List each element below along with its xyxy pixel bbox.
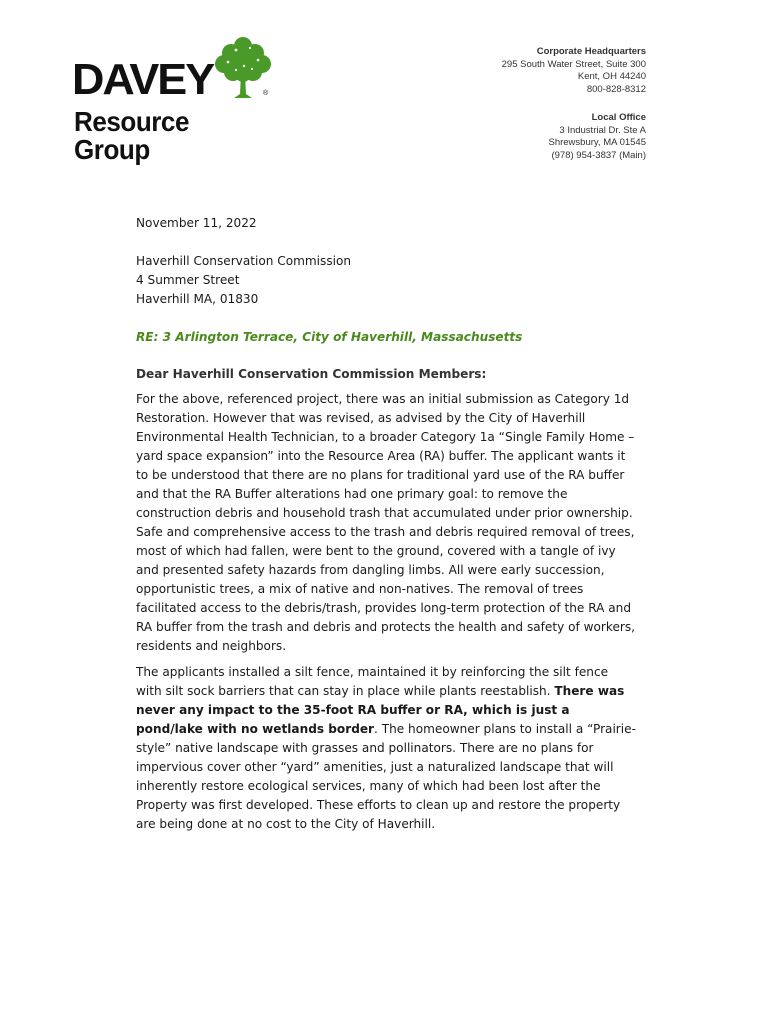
local-address <box>548 112 646 162</box>
paragraph-2-start: The applicants installed a silt fence, maintained it by reinforcing the silt fence with silt sock barriers that can stay in place while plants reestablish. <box>136 665 609 698</box>
paragraph-2 <box>136 663 636 834</box>
local-phone: (978) 954-3837 (Main) <box>551 149 646 161</box>
paragraph-2-emphasis: There was never any impact to the 35-foot RA buffer or RA, which is just a pond/lake with no wetlands border <box>136 684 625 736</box>
corporate-address <box>502 46 646 96</box>
local-street: 3 Industrial Dr. Ste A <box>559 124 646 136</box>
salutation: Dear Haverhill Conservation Commission Members: <box>136 367 487 381</box>
corporate-street: 295 South Water Street, Suite 300 <box>501 58 646 70</box>
recipient-name: Haverhill Conservation Commission <box>136 254 352 268</box>
recipient-city: Haverhill MA, 01830 <box>136 292 259 306</box>
logo-brand-text: DAVEY <box>72 55 214 104</box>
logo-subtitle: Resource Group <box>74 106 189 165</box>
local-city: Shrewsbury, MA 01545 <box>548 137 646 148</box>
corporate-heading: Corporate Headquarters <box>536 46 646 57</box>
subject-line: RE: 3 Arlington Terrace, City of Haverhill, Massachusetts <box>136 330 523 344</box>
recipient-street: 4 Summer Street <box>136 273 240 287</box>
letter-date: November 11, 2022 <box>136 216 257 230</box>
corporate-phone: 800-828-8312 <box>586 83 646 95</box>
letter-body <box>136 214 636 841</box>
local-heading: Local Office <box>591 112 646 123</box>
registered-mark: ® <box>263 90 269 97</box>
paragraph-1: For the above, referenced project, there was an initial submission as Category 1d Restoration. However that was revised, as advised by the City of Haverhill Environmental Health Technician, to a broader Category 1a “Single Family Home –yard space expansion” into the Resource Area (RA) buffer. The applicant wants it to be understood that there are no plans for traditional yard use of the RA buffer and that the RA Buffer alterations had one primary goal: to remove the construction debris and household trash that accumulated under prior ownership. Safe and comprehensive access to the trash and debris required removal of trees, most of which had fallen, were bent to the ground, covered with a tangle of ivy and presented safety hazards from dangling limbs. All were early succession, opportunistic trees, a mix of native and non-natives. The removal of trees facilitated access to the debris/trash, provides long-term protection of the RA and RA buffer from the trash and debris and protects the health and safety of workers, residents and neighbors. <box>136 392 636 653</box>
corporate-city: Kent, OH 44240 <box>577 71 646 82</box>
paragraph-2-end: . The homeowner plans to install a “Prairie-style” native landscape with grasses and pollinators. There are no plans for impervious cover other “yard” amenities, just a naturalized landscape that will inherently restore ecological services, many of which had been lost after the Property was first developed. These efforts to clean up and restore the property are being done at no cost to the City of Haverhill. <box>136 722 636 831</box>
davey-logo <box>72 36 282 165</box>
recipient-block <box>136 252 636 309</box>
